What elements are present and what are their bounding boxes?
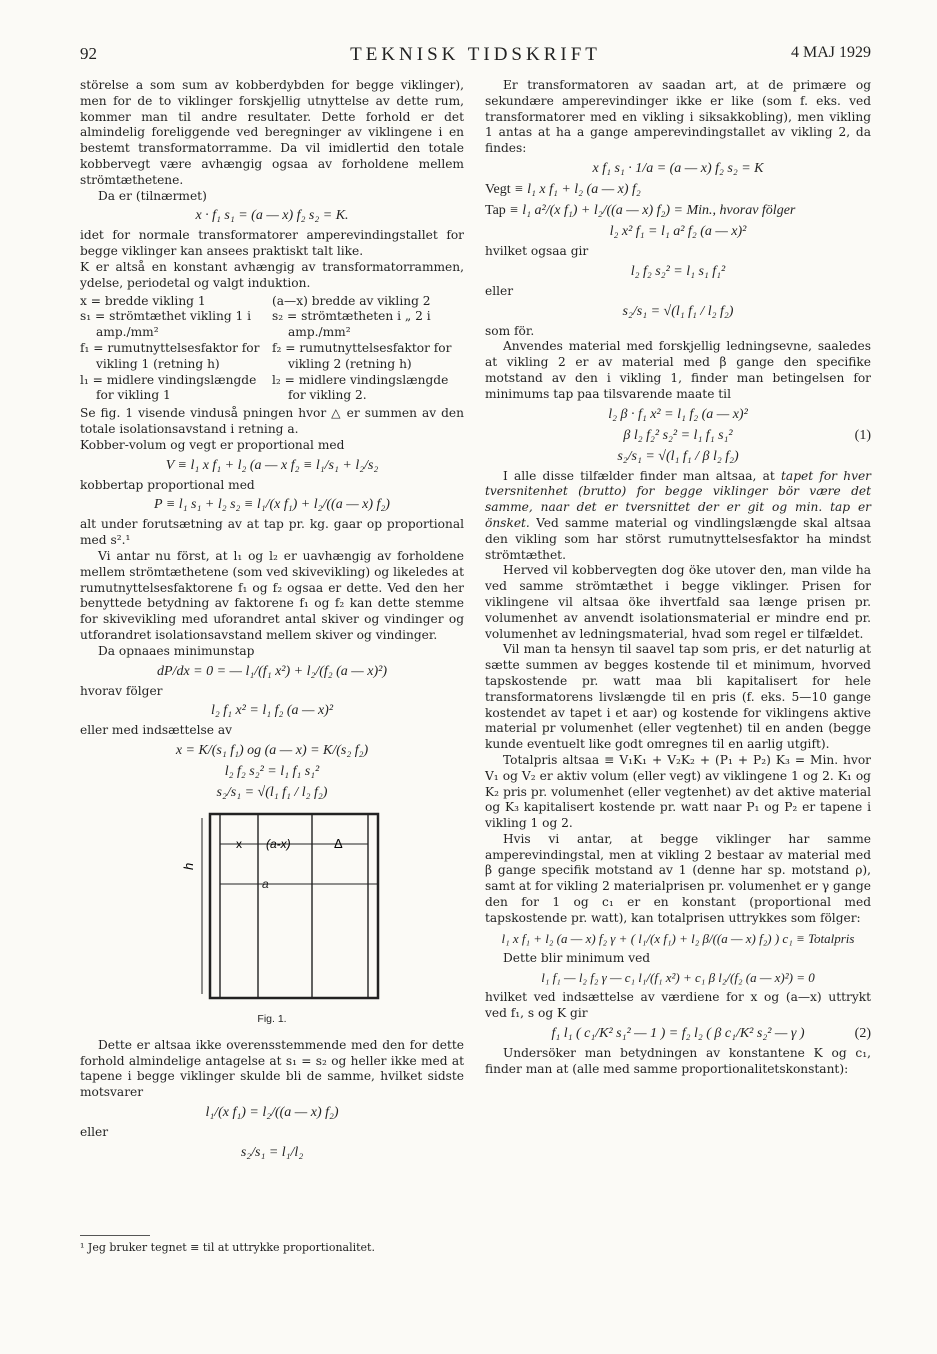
definition: (a—x) bredde av vikling 2 bbox=[272, 293, 431, 308]
equation: ≡ l₁ a²/(x f₁) + l₂/((a — x) f₂) = Min., hvorav fölger bbox=[509, 202, 796, 218]
equation: l₂ f₂ s₂² = l₁ s₁ f₁² bbox=[630, 263, 726, 279]
definition: l₂ = midlere vindingslængde for vikling 2. bbox=[272, 372, 449, 403]
equation: l₂ f₁ x² = l₁ f₂ (a — x)² bbox=[210, 703, 334, 719]
paragraph: Er transformatoren av saadan art, at de primære og sekundære amperevindinger ikke er like (som f. eks. ved transformatorer med en vikling i siksakkobling), men vikling 1 antas at ha a gange amperevindingstallet av vikling 2, da findes: bbox=[485, 78, 871, 156]
definition: l₁ = midlere vindingslængde for vikling 1 bbox=[80, 372, 257, 403]
equation-vegt bbox=[485, 181, 871, 199]
equation: x f₁ s₁ · 1/a = (a — x) f₂ s₂ = K bbox=[592, 160, 764, 176]
equation-number: (2) bbox=[854, 1026, 871, 1042]
vegt-label: Vegt bbox=[485, 181, 511, 197]
definition: s₁ = strömtæthet vikling 1 i amp./mm² bbox=[80, 309, 252, 340]
equation: P ≡ l₁ s₁ + l₂ s₂ ≡ l₁/(x f₁) + l₂/((a — x) f₂) bbox=[154, 497, 390, 513]
paragraph: hvilket ved indsættelse av værdiene for x og (a—x) uttrykt ved f₁, s og K gir bbox=[485, 990, 871, 1021]
paragraph: Undersöker man betydningen av konstantene K og c₁, finder man at (alle med samme proportionalitetskonstant): bbox=[485, 1046, 871, 1076]
paragraph: Hvis vi antar, at begge viklinger har samme amperevindingstal, men at vikling 2 bestaar av material med β gange specifik motstand av 1 (denne har sp. motstand ρ), samt at for vikling 2 materialprisen pr. volumenhet er γ gange den for 1 og c₁ er en konstant (proportional med tapskostende pr. watt), kan totalprisen uttrykkes som fölger: bbox=[485, 831, 871, 925]
definition: f₂ = rumutnyttelsesfaktor for vikling 2 (retning h) bbox=[272, 340, 452, 371]
equation-number: (1) bbox=[854, 427, 871, 443]
equation: l₂ x² f₁ = l₁ a² f₂ (a — x)² bbox=[609, 223, 747, 239]
paragraph bbox=[485, 469, 871, 564]
window-diagram bbox=[80, 808, 464, 1008]
definition: s₂ = strömtætheten i „ 2 i amp./mm² bbox=[272, 309, 431, 340]
paragraph: hvorav fölger bbox=[80, 683, 163, 698]
equation: s₂/s₁ = √(l₁ f₁ / β l₂ f₂) bbox=[617, 448, 739, 464]
journal-title: TEKNISK TIDSKRIFT bbox=[350, 44, 601, 65]
figure-caption: Fig. 1. bbox=[257, 1013, 287, 1026]
paragraph: eller med indsættelse av bbox=[80, 723, 233, 738]
paragraph: Da er (tilnærmet) bbox=[98, 188, 207, 203]
paragraph: idet for normale transformatorer amperevindingstallet for begge viklinger kan ansees praktiskt talt like. bbox=[80, 228, 464, 259]
equation: β l₂ f₂² s₂² = l₁ f₁ s₁² bbox=[623, 427, 733, 443]
equation: s₂/s₁ = √(l₁ f₁ / l₂ f₂) bbox=[216, 785, 328, 801]
page-header bbox=[80, 44, 871, 68]
paragraph: hvilket ogsaa gir bbox=[485, 243, 589, 258]
equation: ≡ l₁ x f₁ + l₂ (a — x) f₂ bbox=[514, 181, 641, 197]
right-column bbox=[485, 78, 871, 1078]
equation-1 bbox=[485, 427, 871, 445]
paragraph: Se fig. 1 visende vinduså pningen hvor △ er summen av den totale isolationsavstand i retning a. bbox=[80, 406, 464, 436]
delta-label: Δ bbox=[334, 836, 343, 852]
equation: x · f₁ s₁ = (a — x) f₂ s₂ = K. bbox=[195, 208, 349, 224]
equation: V ≡ l₁ x f₁ + l₂ (a — x f₂ ≡ l₁/s₁ + l₂/s₂ bbox=[165, 457, 379, 473]
paragraph: som för. bbox=[485, 323, 535, 338]
definition: f₁ = rumutnyttelsesfaktor for vikling 1 (retning h) bbox=[80, 340, 260, 371]
equation: l₁/(x f₁) = l₂/((a — x) f₂) bbox=[205, 1105, 339, 1121]
equation: s₂/s₁ = √(l₁ f₁ / l₂ f₂) bbox=[622, 303, 734, 319]
a-minus-x-label: (a-x) bbox=[266, 837, 291, 852]
footnote: ¹ Jeg bruker tegnet ≡ til at uttrykke proportionalitet. bbox=[80, 1241, 375, 1254]
page-number: 92 bbox=[80, 44, 97, 63]
equation: s₂/s₁ = l₁/l₂ bbox=[240, 1144, 304, 1160]
definition: x = bredde vikling 1 bbox=[80, 293, 206, 308]
paragraph: Totalpris altsaa ≡ V₁K₁ + V₂K₂ + (P₁ + P₂) K₃ = Min. hvor V₁ og V₂ er aktiv volum (eller vegt) av viklingene 1 og 2. K₁ og K₂ pris pr. volumenhet (eller vegtenhet) av det aktive material og K₃ kapitalisert kostende pr. watt naar P₁ og P₂ er tapene i vikling 1 og 2. bbox=[485, 752, 871, 831]
equation: l₁ f₁ — l₂ f₂ γ — c₁ l₁/(f₁ x²) + c₁ β l₂/(f₂ (a — x)²) = 0 bbox=[541, 970, 815, 986]
tap-label: Tap bbox=[485, 202, 506, 218]
emphasis-run: tapet for hver tversnitenhet (brutto) for begge viklinger bör være det samme, naar det er tversnittet der er git og min. tap er önsket. bbox=[485, 468, 871, 530]
paragraph: alt under forutsætning av at tap pr. kg. gaar op proportional med s².¹ bbox=[80, 517, 464, 548]
equation: dP/dx = 0 = — l₁/(f₁ x²) + l₂/(f₂ (a — x)²) bbox=[157, 663, 387, 679]
x-label: x bbox=[236, 837, 242, 852]
eller-label: eller bbox=[80, 1125, 109, 1140]
paragraph: Kobber-volum og vegt er proportional med bbox=[80, 437, 345, 452]
paragraph: Anvendes material med forskjellig ledningsevne, saaledes at vikling 2 er av material med β gange den specifike motstand av den i vikling 1, finder man betingelsen for minimums tap paa tilsvarende maate til bbox=[485, 339, 871, 401]
equation-tap bbox=[485, 202, 871, 220]
left-column bbox=[80, 78, 464, 1165]
paragraph: Da opnaaes minimunstap bbox=[98, 643, 255, 658]
paragraph: Herved vil kobbervegten dog öke utover den, man vilde ha ved samme strömtæthet i begge viklinger. Prisen for viklingene vil altsaa öke ihvertfald saa længe prisen pr. volumenhet av anvendt isolationsmaterial er mindre end pr. volumenhet av ledningsmaterial, hvad som regel er tilfældet. bbox=[485, 563, 871, 641]
equation: l₁ x f₁ + l₂ (a — x) f₂ γ + ( l₁/(x f₁) + l₂ β/((a — x) f₂) ) c₁ ≡ Totalpris bbox=[501, 930, 855, 946]
paragraph: Dette er altsaa ikke overensstemmende med den for dette forhold almindelige antagelse at s₁ = s₂ og heller ikke med at tapene i begge viklinger skulde bli de samme, hvilket sidste motsvarer bbox=[80, 1037, 464, 1100]
equation-2 bbox=[485, 1025, 871, 1043]
footnote-rule bbox=[80, 1235, 150, 1236]
a-label: a bbox=[262, 877, 269, 892]
text-run: I alle disse tilfælder finder man altsaa, at bbox=[503, 468, 782, 483]
equation: f₁ l₁ ( c₁/K² s₁² — 1 ) = f₂ l₂ ( β c₁/K² s₂² — γ ) bbox=[551, 1026, 805, 1042]
equation: l₂ f₂ s₂² = l₁ f₁ s₁² bbox=[224, 764, 320, 780]
figure-1 bbox=[80, 808, 464, 1008]
issue-date: 4 MAJ 1929 bbox=[790, 44, 871, 61]
definitions-list bbox=[80, 294, 464, 405]
equation: x = K/(s₁ f₁) og (a — x) = K/(s₂ f₂) bbox=[175, 743, 369, 759]
paragraph: störelse a som sum av kobberdybden for begge viklinger), men for de to viklinger forskjellig utnyttelse av dette rum, kommer man til andre resultater. Dette forhold er det almindelig foreliggende ved beregninger av viklingene i en bestemt transformatorramme. Da vil imidlertid den totale kobbervegt være avhængig ogsaa av forholdene mellem strömtæthetene. bbox=[80, 78, 464, 187]
paragraph: kobbertap proportional med bbox=[80, 477, 255, 492]
paragraph: K er altså en konstant avhængig av transformatorrammen, ydelse, periodetal og valgt induktion. bbox=[80, 259, 464, 290]
equation: l₂ β · f₁ x² = l₁ f₂ (a — x)² bbox=[608, 406, 748, 422]
paragraph: Vi antar nu först, at l₁ og l₂ er uavhængig av forholdene mellem strömtæthetene (som ved skivevikling) og likeledes at rumutnyttelsesfaktorene f₁ og f₂ ogsaa er dette. Ved den her benyttede betydning av faktorene f₁ og f₂ kan dette stemme for skivevikling med uforandret antal skiver og vindinger og utforandret isolationsavstand mellem skiver og vindinger. bbox=[80, 548, 464, 642]
h-label: h bbox=[181, 862, 196, 871]
eller-label: eller bbox=[485, 283, 514, 298]
paragraph: Vil man ta hensyn til saavel tap som pris, er det naturlig at sætte summen av begges kostende til et minimum, hvorved tapskostende pr. watt maa bli kapitalisert for hele transformatorens livslængde til en pris (f. eks. 5—10 gange kostendet av tapet i et aar) og kostende for viklingens aktive material pr volumenhet (eller vegtenhet) til en anden (begge kunde eventuelt like godt omregnes til en aarlig utgift). bbox=[485, 642, 871, 752]
text-run: Ved samme material og vindlingslængde skal altsaa den vikling som har störst rumutnyttelsesfaktor ha mindst strömtæthet. bbox=[485, 515, 871, 562]
paragraph: Dette blir minimum ved bbox=[503, 950, 651, 965]
